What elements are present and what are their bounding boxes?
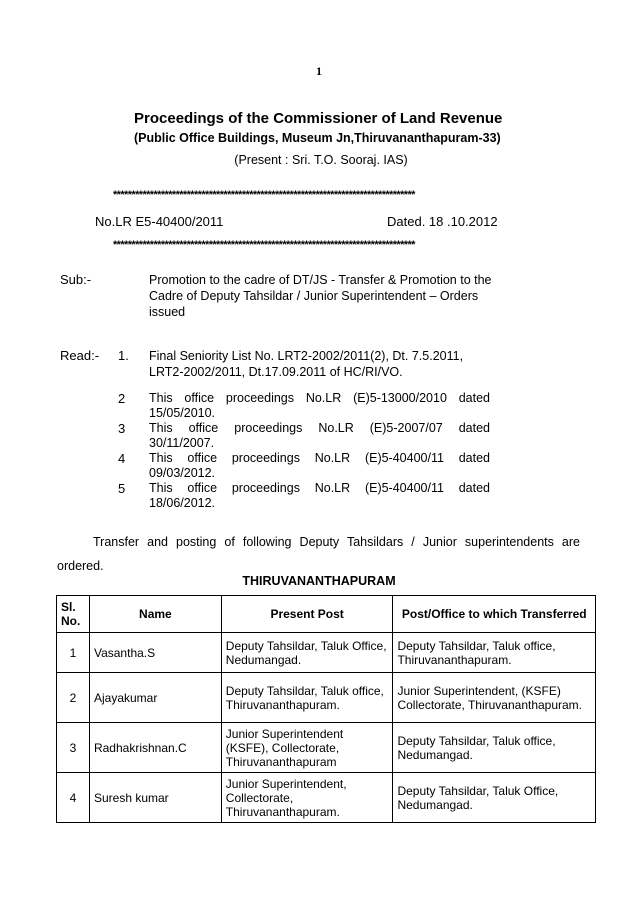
separator-bottom: ********************************************************************************** <box>113 239 415 251</box>
read-item-number: 5 <box>118 481 126 496</box>
read-item-text: This office proceedings No.LR (E)5-40400/11 dated <box>149 481 490 495</box>
read-label: Read:- <box>60 348 100 363</box>
body-paragraph: Transfer and posting of following Deputy Tahsildars / Junior superintendents are ordered. <box>57 535 580 573</box>
column-header-present-post: Present Post <box>221 596 393 633</box>
cell-sl-no: 4 <box>57 773 90 823</box>
subject-label: Sub:- <box>60 272 92 287</box>
table-header-row <box>57 596 596 633</box>
cell-present-post: Junior Superintendent, Collectorate, Thiruvananthapuram. <box>221 773 393 823</box>
read-item-text: Final Seniority List No. LRT2-2002/2011(2), Dt. 7.5.2011, LRT2-2002/2011, Dt.17.09.2011 of HC/RI/VO. <box>149 349 464 379</box>
read-item-text: This office proceedings No.LR (E)5-2007/07 dated <box>149 421 490 435</box>
cell-name: Vasantha.S <box>89 633 221 673</box>
cell-name: Ajayakumar <box>89 673 221 723</box>
document-title: Proceedings of the Commissioner of Land Revenue <box>134 110 503 127</box>
read-item-number: 3 <box>118 421 126 436</box>
present-officer: (Present : Sri. T.O. Sooraj. IAS) <box>234 153 408 167</box>
column-header-sl-no: Sl. No. <box>57 596 90 633</box>
read-item-text: This office proceedings No.LR (E)5-40400/11 dated <box>149 451 490 465</box>
separator-top: ********************************************************************************** <box>113 189 415 201</box>
cell-present-post: Deputy Tahsildar, Taluk Office, Nedumangad. <box>221 633 393 673</box>
cell-transferred-post: Deputy Tahsildar, Taluk office, Nedumangad. <box>393 723 596 773</box>
cell-present-post: Junior Superintendent (KSFE), Collectorate, Thiruvananthapuram <box>221 723 393 773</box>
read-item-number: 2 <box>118 391 126 406</box>
read-item-number: 1. <box>118 348 129 363</box>
cell-name: Radhakrishnan.C <box>89 723 221 773</box>
read-item-date: 09/03/2012. <box>149 466 216 480</box>
table-row <box>57 773 596 823</box>
cell-name: Suresh kumar <box>89 773 221 823</box>
reference-number: No.LR E5-40400/2011 <box>95 214 224 229</box>
cell-sl-no: 2 <box>57 673 90 723</box>
read-item-date: 30/11/2007. <box>149 436 215 450</box>
page-number: 1 <box>316 64 322 78</box>
transfer-table <box>56 595 596 823</box>
column-header-transferred-post: Post/Office to which Transferred <box>393 596 596 633</box>
table-row <box>57 723 596 773</box>
cell-transferred-post: Deputy Tahsildar, Taluk Office, Nedumangad. <box>393 773 596 823</box>
cell-transferred-post: Junior Superintendent, (KSFE) Collectorate, Thiruvananthapuram. <box>393 673 596 723</box>
cell-present-post: Deputy Tahsildar, Taluk office, Thiruvananthapuram. <box>221 673 393 723</box>
read-item-date: 15/05/2010. <box>149 406 216 420</box>
cell-transferred-post: Deputy Tahsildar, Taluk office, Thiruvananthapuram. <box>393 633 596 673</box>
office-address: (Public Office Buildings, Museum Jn,Thiruvananthapuram-33) <box>134 131 501 145</box>
subject-text: Promotion to the cadre of DT/JS - Transfer & Promotion to the Cadre of Deputy Tahsildar / Junior Superintendent – Orders issued <box>149 273 492 319</box>
table-row <box>57 673 596 723</box>
cell-sl-no: 1 <box>57 633 90 673</box>
read-item-text: This office proceedings No.LR (E)5-13000/2010 dated <box>149 391 490 405</box>
read-item-number: 4 <box>118 451 126 466</box>
section-heading: THIRUVANANTHAPURAM <box>242 574 396 588</box>
dated: Dated. 18 .10.2012 <box>387 214 498 229</box>
read-item-date: 18/06/2012. <box>149 496 216 510</box>
cell-sl-no: 3 <box>57 723 90 773</box>
table-row <box>57 633 596 673</box>
column-header-name: Name <box>89 596 221 633</box>
